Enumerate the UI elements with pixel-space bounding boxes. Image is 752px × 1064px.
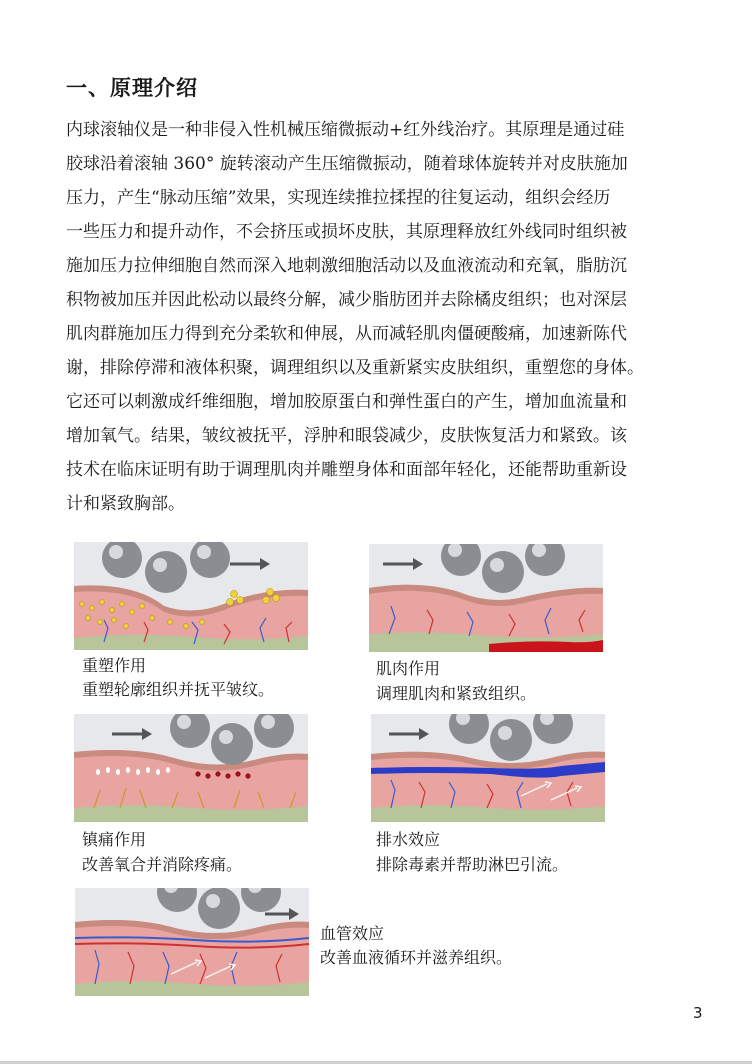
pain-relief-illustration <box>74 714 308 822</box>
paragraph-line: 施加压力拉伸细胞自然而深入地刺激细胞活动以及血液流动和充氧，脂肪沉 <box>66 256 627 276</box>
section-heading: 一、原理介绍 <box>66 76 198 100</box>
effect-description: 排除毒素并帮助淋巴引流。 <box>376 855 569 874</box>
effect-description: 改善血液循环并滋养组织。 <box>320 948 513 967</box>
page-number: 3 <box>693 1004 703 1022</box>
paragraph-line: 内球滚轴仪是一种非侵入性机械压缩微振动+红外线治疗。其原理是通过硅 <box>66 120 625 140</box>
effect-description: 重塑轮廓组织并抚平皱纹。 <box>82 680 275 699</box>
paragraph-line: 压力，产生“脉动压缩”效果，实现连续推拉揉捏的往复运动，组织会经历 <box>66 188 611 208</box>
paragraph-line: 技术在临床证明有助于调理肌肉并雕塑身体和面部年轻化，还能帮助重新设 <box>66 460 627 480</box>
muscle-illustration <box>369 544 603 652</box>
effect-title: 镇痛作用 <box>82 830 147 849</box>
paragraph-line: 一些压力和提升动作，不会挤压或损坏皮肤，其原理释放红外线同时组织被 <box>66 222 627 242</box>
paragraph-line: 增加氧气。结果，皱纹被抚平，浮肿和眼袋减少，皮肤恢复活力和紧致。该 <box>66 426 627 446</box>
paragraph-line: 肌肉群施加压力得到充分柔软和伸展，从而减轻肌肉僵硬酸痛，加速新陈代 <box>66 324 627 344</box>
fat-cells-illustration <box>74 542 308 650</box>
paragraph-line: 积物被加压并因此松动以最终分解，减少脂肪团并去除橘皮组织；也对深层 <box>66 290 627 310</box>
paragraph-line: 谢，排除停滞和液体积聚，调理组织以及重新紧实皮肤组织，重塑您的身体。 <box>66 358 644 378</box>
blood-vessels-illustration <box>75 888 309 996</box>
effect-title: 肌肉作用 <box>376 659 441 678</box>
paragraph-line: 计和紧致胸部。 <box>66 494 185 514</box>
effect-description: 调理肌肉和紧致组织。 <box>376 684 537 703</box>
principle-paragraph <box>66 117 696 525</box>
effect-description: 改善氧合并消除疼痛。 <box>82 855 243 874</box>
lymph-drainage-illustration <box>371 714 605 822</box>
paragraph-line: 它还可以刺激成纤维细胞，增加胶原蛋白和弹性蛋白的产生，增加血流量和 <box>66 392 627 412</box>
effect-title: 重塑作用 <box>82 656 147 675</box>
paragraph-line: 胶球沿着滚轴 360° 旋转滚动产生压缩微振动，随着球体旋转并对皮肤施加 <box>66 154 628 174</box>
effect-title: 血管效应 <box>320 924 385 943</box>
effect-title: 排水效应 <box>376 830 441 849</box>
